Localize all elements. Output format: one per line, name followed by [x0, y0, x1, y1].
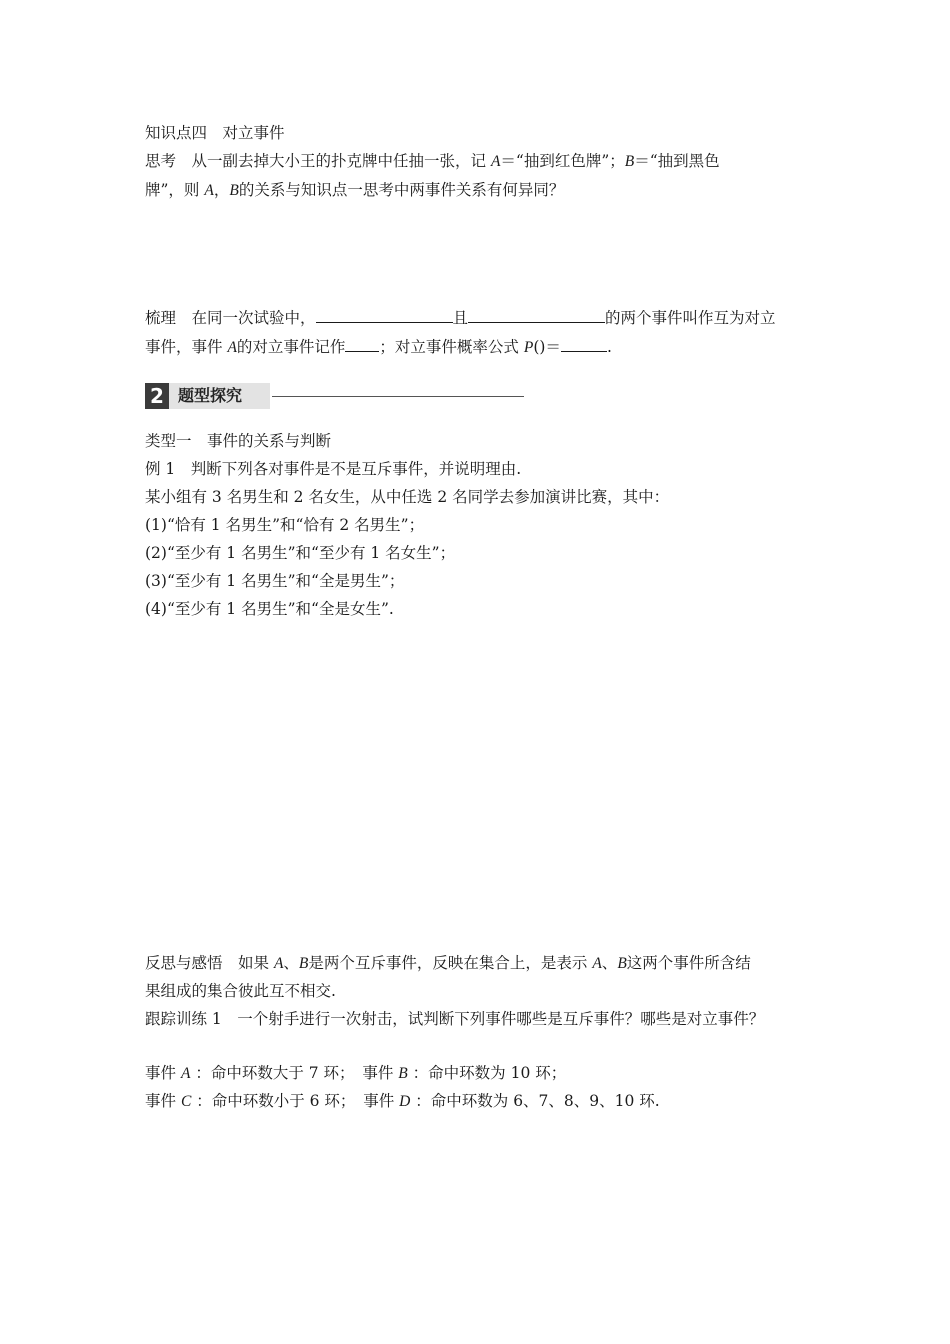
section-banner [145, 383, 270, 409]
fill-blank [561, 336, 607, 352]
summary-line-2: 事件，事件 A的对立事件记作 ；对立事件概率公式 P()＝ . [145, 338, 612, 356]
think-line-1: 思考 从一副去掉大小王的扑克牌中任抽一张，记 A＝“抽到红色牌”；B＝“抽到黑色 [145, 152, 720, 170]
example-title: 例 1 判断下列各对事件是不是互斥事件，并说明理由. [145, 460, 522, 478]
example-intro: 某小组有 3 名男生和 2 名女生，从中任选 2 名同学去参加演讲比赛，其中： [145, 488, 670, 506]
reflection-line-1: 反思与感悟 如果 A、B是两个互斥事件，反映在集合上，是表示 A、B这两个事件所含结 [145, 954, 751, 972]
fill-blank [468, 307, 605, 323]
knowledge-point-heading: 知识点四 对立事件 [145, 124, 285, 142]
event-line-2: 事件 C ：命中环数小于 6 环； 事件 D ：命中环数为 6、7、8、9、10 环. [145, 1092, 660, 1110]
fill-blank [345, 336, 379, 352]
fill-blank [316, 307, 453, 323]
reflection-line-2: 果组成的集合彼此互不相交. [145, 982, 336, 1000]
event-line-1: 事件 A ：命中环数大于 7 环； 事件 B ：命中环数为 10 环； [145, 1064, 567, 1082]
section-number: 2 [145, 383, 169, 409]
type-heading: 类型一 事件的关系与判断 [145, 432, 332, 450]
example-item: (3)“至少有 1 名男生”和“全是男生”； [145, 572, 405, 590]
example-item: (2)“至少有 1 名男生”和“至少有 1 名女生”； [145, 544, 456, 562]
section-title: 题型探究 [178, 386, 243, 405]
example-item: (1)“恰有 1 名男生”和“恰有 2 名男生”； [145, 516, 425, 534]
think-line-2: 牌”，则 A，B的关系与知识点一思考中两事件关系有何异同？ [145, 181, 565, 199]
example-item: (4)“至少有 1 名男生”和“全是女生”. [145, 600, 394, 618]
section-divider [272, 396, 524, 397]
summary-line-1: 梳理 在同一次试验中， 且 的两个事件叫作互为对立 [145, 309, 776, 327]
practice-title: 跟踪训练 1 一个射手进行一次射击，试判断下列事件哪些是互斥事件？哪些是对立事件？ [145, 1010, 765, 1028]
